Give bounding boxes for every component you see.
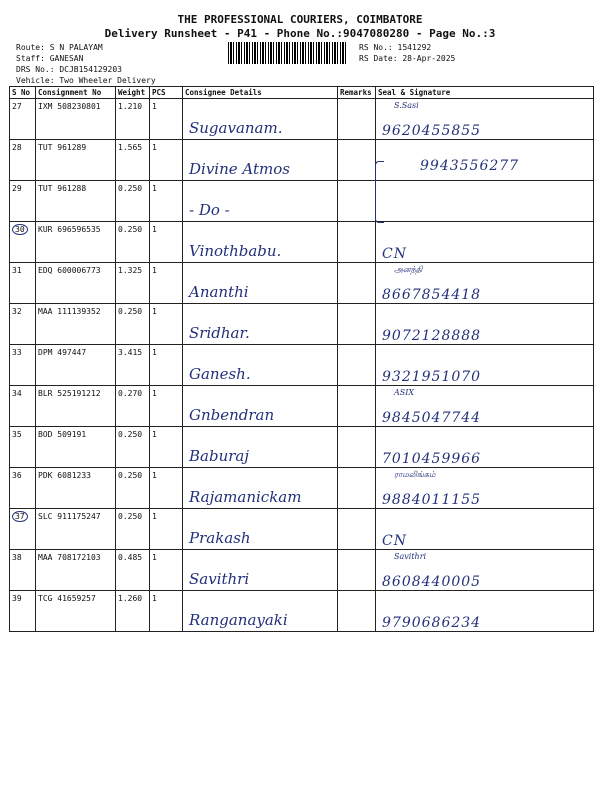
row-remarks — [338, 427, 376, 468]
row-sno: 33 — [10, 345, 36, 386]
header-consignment: Consignment No — [36, 87, 116, 99]
row-consignment-no: SLC 911175247 — [36, 509, 116, 550]
header-sno: S No — [10, 87, 36, 99]
row-consignment-no: EDQ 600006773 — [36, 263, 116, 304]
staff-label: Staff: GANESAN — [16, 54, 84, 63]
consignee-handwriting: Prakash — [189, 529, 251, 547]
seal-phone-number: 9845047744 — [382, 410, 482, 426]
rs-date: RS Date: 28-Apr-2025 — [359, 54, 456, 63]
row-sno: 31 — [10, 263, 36, 304]
row-weight: 0.250 — [116, 181, 150, 222]
row-remarks — [338, 345, 376, 386]
header-weight: Weight — [116, 87, 150, 99]
row-sno: 32 — [10, 304, 36, 345]
row-remarks — [338, 263, 376, 304]
row-sno: 27 — [10, 99, 36, 140]
barcode — [228, 42, 348, 64]
row-consignment-no: BOD 509191 — [36, 427, 116, 468]
table-row — [10, 468, 594, 509]
row-pcs: 1 — [150, 263, 183, 304]
row-consignment-no: TUT 961288 — [36, 181, 116, 222]
row-consignee — [183, 468, 338, 509]
row-seal — [376, 140, 594, 181]
row-consignee — [183, 386, 338, 427]
header-pcs: PCS — [150, 87, 183, 99]
row-weight: 3.415 — [116, 345, 150, 386]
seal-signature-text: ASIX — [394, 388, 415, 397]
row-remarks — [338, 222, 376, 263]
seal-phone-number: CN — [382, 246, 407, 262]
row-sno: 29 — [10, 181, 36, 222]
row-sno: 39 — [10, 591, 36, 632]
seal-phone-number: CN — [382, 533, 407, 549]
row-remarks — [338, 550, 376, 591]
table-row — [10, 550, 594, 591]
row-weight: 0.270 — [116, 386, 150, 427]
row-pcs: 1 — [150, 222, 183, 263]
row-pcs: 1 — [150, 345, 183, 386]
row-pcs: 1 — [150, 427, 183, 468]
row-weight: 0.250 — [116, 468, 150, 509]
row-consignee — [183, 509, 338, 550]
seal-phone-number: 7010459966 — [382, 451, 482, 467]
row-pcs: 1 — [150, 550, 183, 591]
row-seal — [376, 99, 594, 140]
runsheet-table — [9, 86, 594, 632]
row-consignment-no: MAA 111139352 — [36, 304, 116, 345]
runsheet-title: THE PROFESSIONAL COURIERS, COIMBATORE — [177, 13, 423, 26]
row-weight: 1.260 — [116, 591, 150, 632]
consignee-handwriting: Savithri — [189, 570, 250, 588]
row-seal — [376, 591, 594, 632]
row-sno: 30 — [10, 222, 36, 263]
seal-phone-number: 9884011155 — [382, 492, 482, 508]
table-row — [10, 386, 594, 427]
seal-phone-number: 9321951070 — [382, 369, 482, 385]
row-pcs: 1 — [150, 304, 183, 345]
consignee-handwriting: Vinothbabu. — [189, 242, 282, 260]
seal-signature-text: அனந்தி — [394, 265, 423, 274]
row-consignment-no: DPM 497447 — [36, 345, 116, 386]
row-seal — [376, 181, 594, 222]
consignee-handwriting: Divine Atmos — [189, 160, 290, 178]
row-seal — [376, 550, 594, 591]
row-sno: 38 — [10, 550, 36, 591]
consignee-handwriting: Ganesh. — [189, 365, 251, 383]
row-weight: 0.250 — [116, 427, 150, 468]
consignee-handwriting: Baburaj — [189, 447, 249, 465]
seal-signature-text: Savithri — [394, 552, 427, 561]
row-seal — [376, 509, 594, 550]
seal-phone-number: 8667854418 — [382, 287, 482, 303]
consignee-handwriting: Ranganayaki — [189, 611, 288, 629]
row-weight: 1.565 — [116, 140, 150, 181]
row-consignee — [183, 591, 338, 632]
row-remarks — [338, 386, 376, 427]
row-pcs: 1 — [150, 386, 183, 427]
row-remarks — [338, 591, 376, 632]
row-consignee — [183, 181, 338, 222]
row-pcs: 1 — [150, 140, 183, 181]
row-sno: 36 — [10, 468, 36, 509]
table-row — [10, 427, 594, 468]
row-weight: 1.325 — [116, 263, 150, 304]
table-row — [10, 345, 594, 386]
row-sno: 35 — [10, 427, 36, 468]
row-consignee — [183, 99, 338, 140]
consignee-handwriting: Ananthi — [189, 283, 249, 301]
row-pcs: 1 — [150, 99, 183, 140]
row-remarks — [338, 509, 376, 550]
row-seal — [376, 263, 594, 304]
row-remarks — [338, 140, 376, 181]
row-weight: 1.210 — [116, 99, 150, 140]
row-consignment-no: KUR 696596535 — [36, 222, 116, 263]
vehicle-label: Vehicle: Two Wheeler Delivery — [16, 76, 156, 85]
consignee-handwriting: Gnbendran — [189, 406, 275, 424]
runsheet-subtitle: Delivery Runsheet - P41 - Phone No.:9047080280 - Page No.:3 — [104, 27, 496, 40]
seal-signature-text: S.Sasi — [394, 101, 419, 110]
row-weight: 0.250 — [116, 222, 150, 263]
row-weight: 0.485 — [116, 550, 150, 591]
consignee-handwriting: Rajamanickam — [189, 488, 302, 506]
row-consignee — [183, 304, 338, 345]
table-row — [10, 99, 594, 140]
row-consignee — [183, 345, 338, 386]
table-row — [10, 222, 594, 263]
seal-phone-number: 9620455855 — [382, 123, 482, 139]
row-remarks — [338, 304, 376, 345]
seal-signature-text: ராமலிங்கம் — [394, 470, 436, 479]
header-seal: Seal & Signature — [376, 87, 594, 99]
row-consignee — [183, 140, 338, 181]
consignee-handwriting: - Do - — [189, 201, 230, 219]
table-row — [10, 304, 594, 345]
row-seal — [376, 345, 594, 386]
header-remarks: Remarks — [338, 87, 376, 99]
row-sno: 34 — [10, 386, 36, 427]
seal-phone-number: 9790686234 — [382, 615, 482, 631]
table-row — [10, 509, 594, 550]
row-seal — [376, 304, 594, 345]
row-pcs: 1 — [150, 181, 183, 222]
row-sno: 28 — [10, 140, 36, 181]
row-pcs: 1 — [150, 591, 183, 632]
table-row — [10, 591, 594, 632]
route-label: Route: S N PALAYAM — [16, 43, 103, 52]
row-weight: 0.250 — [116, 509, 150, 550]
row-pcs: 1 — [150, 468, 183, 509]
row-consignment-no: PDK 6081233 — [36, 468, 116, 509]
row-sno: 37 — [10, 509, 36, 550]
row-pcs: 1 — [150, 509, 183, 550]
row-consignment-no: MAA 708172103 — [36, 550, 116, 591]
seal-phone-number: 9943556277 — [420, 158, 520, 174]
table-row — [10, 140, 594, 181]
row-seal — [376, 386, 594, 427]
row-consignee — [183, 263, 338, 304]
row-weight: 0.250 — [116, 304, 150, 345]
header-consignee: Consignee Details — [183, 87, 338, 99]
row-consignment-no: TCG 41659257 — [36, 591, 116, 632]
row-remarks — [338, 468, 376, 509]
table-row — [10, 263, 594, 304]
table-row — [10, 181, 594, 222]
signature-brace — [375, 161, 384, 223]
row-remarks — [338, 99, 376, 140]
seal-phone-number: 9072128888 — [382, 328, 482, 344]
rs-number: RS No.: 1541292 — [359, 43, 432, 52]
consignee-handwriting: Sridhar. — [189, 324, 250, 342]
row-seal — [376, 468, 594, 509]
row-consignment-no: TUT 961289 — [36, 140, 116, 181]
row-consignment-no: IXM 508230801 — [36, 99, 116, 140]
row-seal — [376, 222, 594, 263]
row-consignee — [183, 550, 338, 591]
drs-label: DRS No.: DCJB154129203 — [16, 65, 122, 74]
table-header-row — [10, 87, 594, 99]
row-seal — [376, 427, 594, 468]
row-consignment-no: BLR 525191212 — [36, 386, 116, 427]
seal-phone-number: 8608440005 — [382, 574, 482, 590]
row-consignee — [183, 427, 338, 468]
consignee-handwriting: Sugavanam. — [189, 119, 283, 137]
row-consignee — [183, 222, 338, 263]
row-remarks — [338, 181, 376, 222]
